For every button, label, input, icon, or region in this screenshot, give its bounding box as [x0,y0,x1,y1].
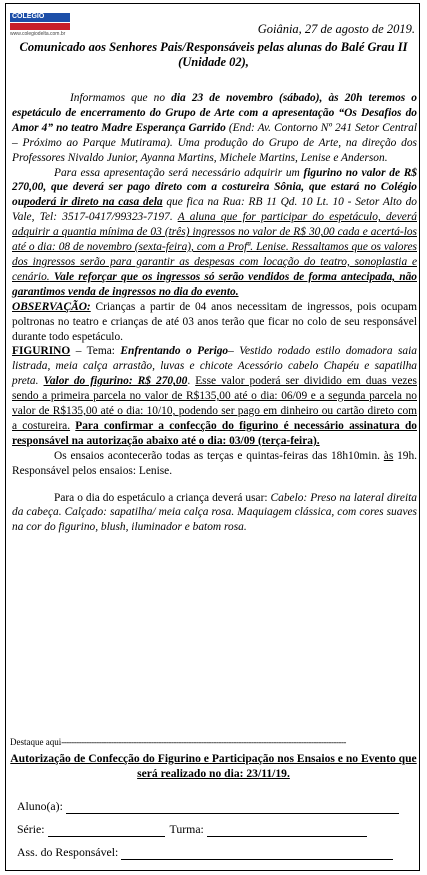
p2-ticket-info: A aluna que for participar do espetáculo, deverá adquirir a quantia mínima de 03 (três) ingressos no valor de R$ 30,00 cada e acertá-los até o dia: 08 de novembro (sexta-feira), com a Profª. Lenise. Ressaltamos que os valores dos ingressos serão para garantir as despesas com locação do teatro, sonoplastia e cenário. [12,211,417,283]
costume-theme: Enfrentando o Perigo [120,345,229,358]
grade-class-field [17,822,367,837]
detach-dashes: ------------------------------------------------------------------------------------------------------------------ [61,737,346,747]
p2-ticket-warning: Vale reforçar que os ingressos só serão vendidos de forma antecipada, não garantimos venda de ingressos no dia do evento. [12,270,417,298]
p2-alt-option: poderá ir direto na casa dela [24,196,163,209]
rehearsal-text-3: 19h. Responsável pelos ensaios: Lenise. [12,449,417,477]
costume-installments: Esse valor poderá ser dividido em duas vezes sendo a primeira parcela no valor de R$135,00 até o dia: 06/09 e a segunda parcela no valor de R$135,00 até o dia: 10/10, podendo ser pago em dinheiro ou cartão direto com a costureira. [12,375,417,432]
rehearsal-text-2: às [383,449,394,462]
logo-text: COLÉGIO [12,13,45,20]
signature-label: Ass. do Responsável: [17,845,119,859]
costume-text-2: . [187,375,196,388]
letter-title: Comunicado aos Senhores Pais/Responsáveis pelas alunas do Balé Grau II (Unidade 02), [19,40,408,69]
costume-price: Valor do figurino: R$ 270,00 [43,375,188,388]
observation-text: Crianças a partir de 04 anos necessitam de ingressos, pois ocupam poltronas no teatro e crianças de até 03 anos terão que ficar no colo de seu responsável durante todo espetáculo. [12,300,417,343]
show-text-1: Para o dia do espetáculo a criança deverá usar: [54,491,271,504]
letter-date: Goiânia, 27 de agosto de 2019. [257,22,415,36]
p1-text-1: Informamos que no [70,92,172,104]
paragraph-rehearsal [12,449,417,479]
costume-deadline: Para confirmar a confecção do figurino é necessário assinatura do responsável na autorização abaixo até o dia: 03/09 (terça-feira). [12,419,417,447]
class-label: Turma: [169,822,204,836]
detach-label: Destaque aqui [10,737,62,747]
p1-event-highlight: dia 23 de novembro (sábado), às 20h teremos o espetáculo de encerramento do Grupo de Arte com a apresentação “Os Desafios do Amor 4” no teatro Madre Esperança Garrido [12,92,417,134]
grade-label: Série: [17,822,45,836]
p2-address: que fica na Rua: RB 11 Qd. 10 Lt. 10 - Setor Alto do Vale, Tel: 3517-0417/99323-7197. [12,196,417,224]
costume-description: – Vestido rodado estilo domadora saia listrada, meia calça arrastão, luvas e chicote Acessório cabelo Chapéu e sapatilha preta. [12,345,417,388]
authorization-title: Autorização de Confecção do Figurino e Participação nos Ensaios e no Evento que será realizado no dia: 23/11/19. [10,752,417,780]
p2-text-1: Para essa apresentação será necessário adquirir um [54,166,304,179]
school-logo [10,9,72,37]
paragraph-costume [12,344,417,448]
letter-body [12,91,417,535]
observation-label: OBSERVAÇÃO: [12,300,91,313]
paragraph-costume-tickets [12,166,417,300]
costume-text-1: – Tema: [70,345,121,358]
logo-url: www.colegiodelta.com.br [10,31,66,37]
signature-input-line[interactable] [121,848,393,860]
signature-field [17,845,393,860]
detach-line [10,737,417,747]
student-input-line[interactable] [66,802,399,814]
student-label: Aluno(a): [17,799,63,813]
costume-label: FIGURINO [12,345,71,358]
paragraph-show-day [12,491,417,536]
paragraph-observation [12,300,417,345]
rehearsal-text-1: Os ensaios acontecerão todas as terças e quintas-feiras das 18h10min. [54,449,384,462]
paragraph-event [12,91,417,166]
show-instructions: Cabelo: Preso na lateral direita da cabeça. Calçado: sapatilha/ meia calça rosa. Maquiagem clássica, com cores suaves na cor do figurino, blush, iluminador e batom rosa. [12,491,417,534]
grade-input-line[interactable] [48,825,165,837]
p1-text-2: (End: Av. Contorno Nº 241 Setor Central – Próximo ao Parque Mutirama). Uma produção do Grupo de Arte, na direção dos Professores Nivaldo Junior, Ayanna Martins, Michele Martins, Lenise e Anderson. [12,121,417,164]
class-input-line[interactable] [207,825,367,837]
student-field [17,799,399,814]
p2-costume-price: figurino no valor de R$ 270,00, que deverá ser pago direto com a costureira Sônia, que estará no Colégio ou [12,166,417,209]
